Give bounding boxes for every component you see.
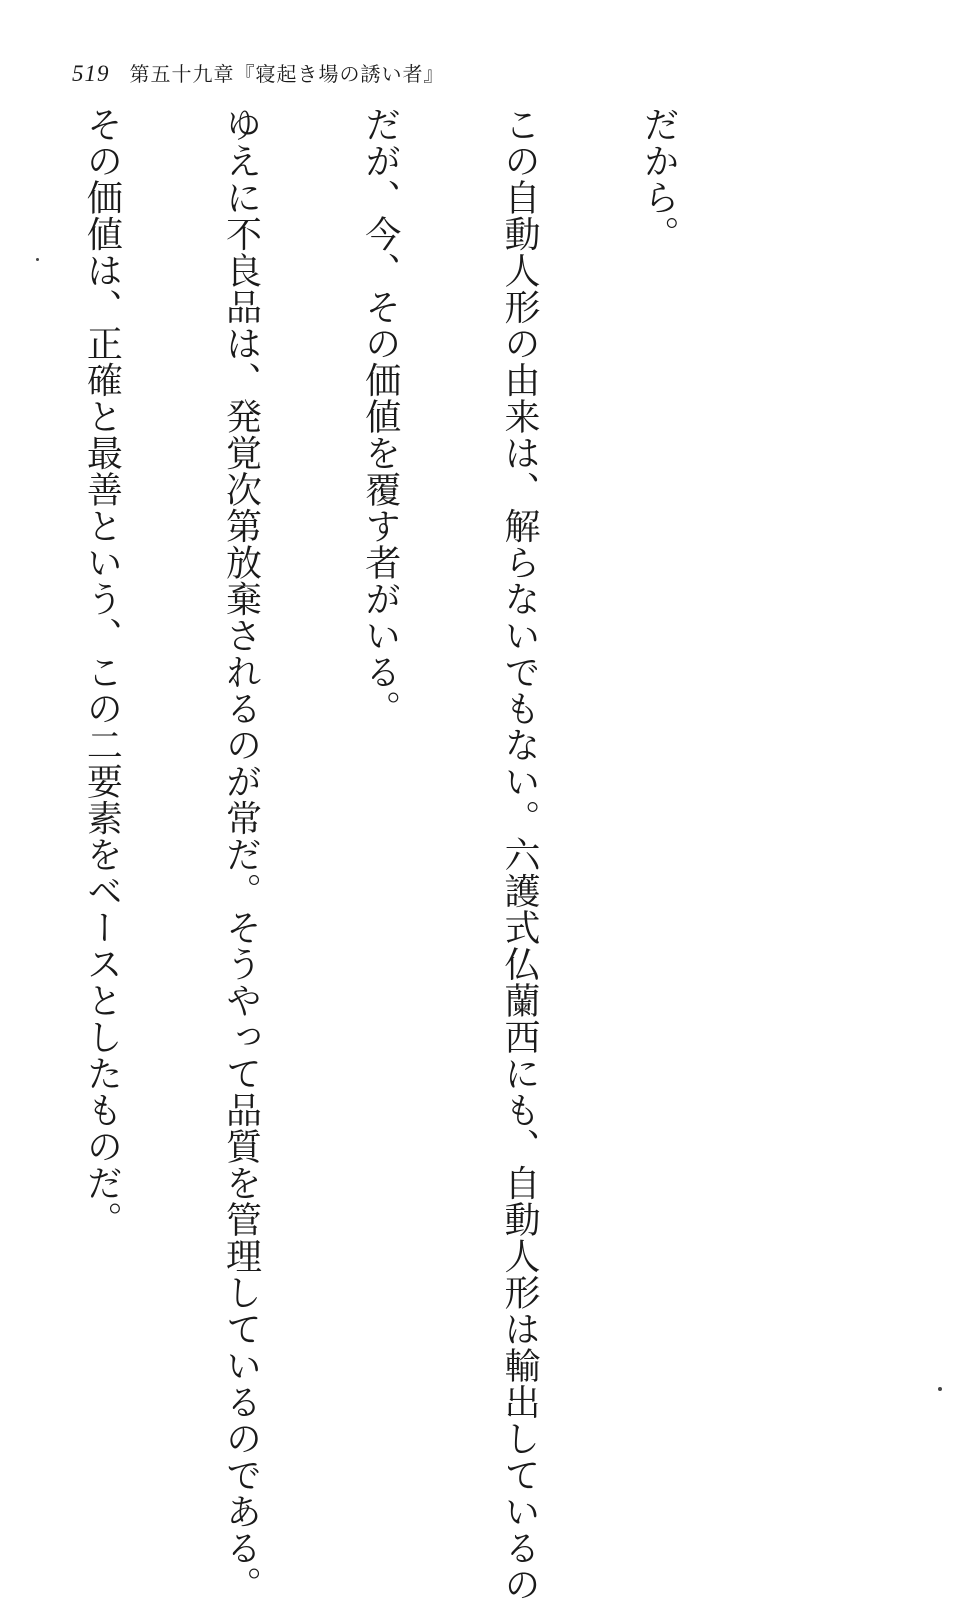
text-line: だが、今、その価値を覆す者がいる。 <box>359 106 401 727</box>
text-line: この自動人形の由来は、解らないでもない。六護式仏蘭西にも、自動人形は輸出しているの <box>498 106 540 1603</box>
text-line: だから。 <box>638 106 680 252</box>
page-number: 519 <box>72 61 110 86</box>
text-line: その価値は、正確と最善という、この二要素をベースとしたものだ。 <box>81 106 123 1238</box>
chapter-title: 第五十九章『寝起き場の誘い者』 <box>129 62 445 86</box>
page-header <box>72 58 445 87</box>
scan-speck <box>938 1387 942 1391</box>
text-line: ゆえに不良品は、発覚次第放棄されるのが常だ。そうやって品質を管理しているのである。 <box>220 106 262 1603</box>
scan-speck <box>36 258 39 261</box>
vertical-text-body <box>0 106 774 1603</box>
